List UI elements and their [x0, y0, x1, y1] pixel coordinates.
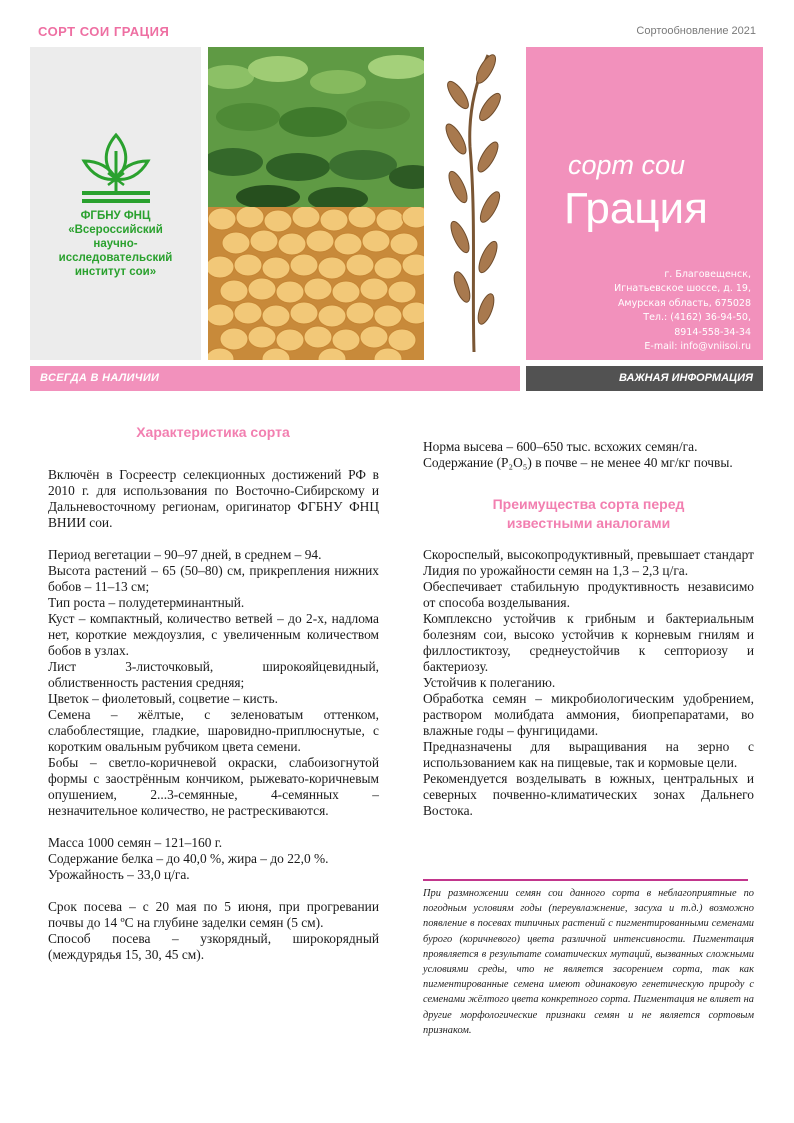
seeding-rate: Норма высева – 600–650 тыс. всхожих семян/га. — [423, 439, 698, 454]
trait-item: Лист 3-листочковый, широкояйцевидный, облиственность растения средняя; — [48, 659, 379, 690]
address-line: Игнатьевское шоссе, д. 19, — [614, 283, 751, 295]
sowing-item: Срок посева – с 20 мая по 5 июня, при прогревании почвы до 14 ºC на глубине заделки семян (5 см). — [48, 899, 379, 930]
hero-title: Грация — [564, 184, 708, 233]
hero-subtitle: сорт сои — [568, 150, 686, 180]
phone-line: 8914-558-34-34 — [674, 326, 751, 338]
address-line: Амурская область, 675028 — [617, 297, 751, 309]
trait-item: Тип роста – полудетерминантный. — [48, 595, 245, 610]
pigmentation-note: При размножении семян сои данного сорта в неблагоприятные по погодным условиям годы (переувлажнение, засуха и т.д.) возможно появление в посевах типичных растений с пигментированными семенами бурого (коричневого) цвета различной интенсивности. Пигментация проявляется в результате соматических мутаций, вызванных сложными условиями среды, что не является засорением сорта, так как пигментированные семена имеют одинаковую генетическую природу с семенами жёлтого цвета конкретного сорта. Пигментация не влияет на другие морфологические признаки семян и не является сортовым признаком. — [423, 888, 754, 1036]
logo-line: исследовательский — [58, 252, 173, 264]
advantage-item: Обеспечивает стабильную продуктивность независимо от способа возделывания. — [423, 579, 754, 610]
trait-item: Период вегетации – 90–97 дней, в среднем – 94. — [48, 547, 322, 562]
important-info-label: ВАЖНАЯ ИНФОРМАЦИЯ — [618, 372, 753, 384]
soybeans-photo — [208, 207, 424, 360]
advantage-item: Устойчив к полеганию. — [423, 675, 556, 690]
address-line: г. Благовещенск, — [664, 269, 751, 280]
logo-line: научно- — [93, 238, 138, 250]
advantages-title — [423, 495, 754, 533]
header-subtitle: Сортообновление 2021 — [636, 25, 756, 37]
availability-label: ВСЕГДА В НАЛИЧИИ — [40, 372, 160, 384]
trait-item: Цветок – фиолетовый, соцветие – кисть. — [48, 691, 278, 706]
availability-bar — [30, 366, 520, 391]
advantage-item: Обработка семян – микробиологическим удобрением, раствором молибдата аммония, биопрепаратами, во влажные годы – фунгицидами. — [423, 691, 754, 738]
phone-line: Тел.: (4162) 36-94-50, — [643, 312, 751, 324]
logo-line: институт сои» — [74, 266, 157, 278]
trait-item: Высота растений – 65 (50–80) см, прикрепления нижних бобов – 11–13 см; — [48, 563, 379, 594]
sowing-item: Способ посева – узкорядный, широкорядный (междурядья 15, 30, 45 см). — [48, 931, 379, 962]
advantage-item: Предназначены для выращивания на зерно с использованием как на пищевые, так и кормовые цели. — [423, 739, 754, 770]
soy-pods-photo — [428, 47, 520, 360]
advantage-item: Скороспелый, высокопродуктивный, превышает стандарт Лидия по урожайности семян на 1,3 – 2,3 ц/га. — [423, 547, 754, 578]
yield-item: Урожайность – 33,0 ц/га. — [48, 867, 190, 882]
advantage-item: Комплексно устойчив к грибным и бактериальным болезням сои, высоко устойчив к корневым гнилям и филлостиктозу, среднеустойчив к септориозу и бактериозу. — [423, 611, 754, 674]
logo-panel — [30, 47, 201, 360]
right-top-text — [423, 439, 754, 471]
institute-logo-icon — [78, 131, 154, 209]
contact-address — [614, 268, 751, 354]
characteristics-column — [48, 467, 379, 963]
yield-item: Содержание белка – до 40,0 %, жира – до 22,0 %. — [48, 851, 329, 866]
note-divider — [423, 879, 748, 881]
logo-line: «Всероссийский — [68, 224, 163, 236]
brochure-title: СОРТ СОИ ГРАЦИЯ — [38, 24, 170, 39]
institute-name — [38, 209, 193, 279]
trait-item: Бобы – светло-коричневой окраски, слабоизогнутой формы с заострённым кончиком, рыжевато-коричневым опушением, 2...3-семянные, 4-семянных – незначительное количество, не растрескиваются. — [48, 755, 379, 818]
hero-panel — [526, 47, 763, 360]
email-line: E-mail: info@vniisoi.ru — [644, 341, 751, 353]
trait-item: Семена – жёлтые, с зеленоватым оттенком, слабоблестящие, гладкие, шаровидно-приплюснутые, с коротким овальным рубчиком цвета семени. — [48, 707, 379, 754]
yield-item: Масса 1000 семян – 121–160 г. — [48, 835, 223, 850]
logo-line: ФГБНУ ФНЦ — [80, 210, 151, 222]
advantages-title-line: известными аналогами — [506, 515, 671, 531]
characteristics-title: Характеристика сорта — [136, 424, 290, 440]
important-info-bar — [526, 366, 763, 391]
advantages-column — [423, 547, 754, 819]
phosphorus-content: Содержание (P₂O₅) в почве – не менее 40 мг/кг почвы. — [423, 455, 733, 470]
registry-paragraph: Включён в Госреестр селекционных достижений РФ в 2010 г. для использования по Восточно-Сибирскому и Дальневосточному регионам, оригинатор ФГБНУ ФНЦ ВНИИ сои. — [48, 467, 379, 530]
advantage-item: Рекомендуется возделывать в южных, центральных и северных почвенно-климатических зонах Дальнего Востока. — [423, 771, 754, 818]
soy-field-photo — [208, 47, 424, 207]
advantages-title-line: Преимущества сорта перед — [492, 496, 685, 512]
trait-item: Куст – компактный, количество ветвей – до 2-х, надлома нет, короткие междоузлия, с увеличенным количеством бобов в узлах. — [48, 611, 379, 658]
